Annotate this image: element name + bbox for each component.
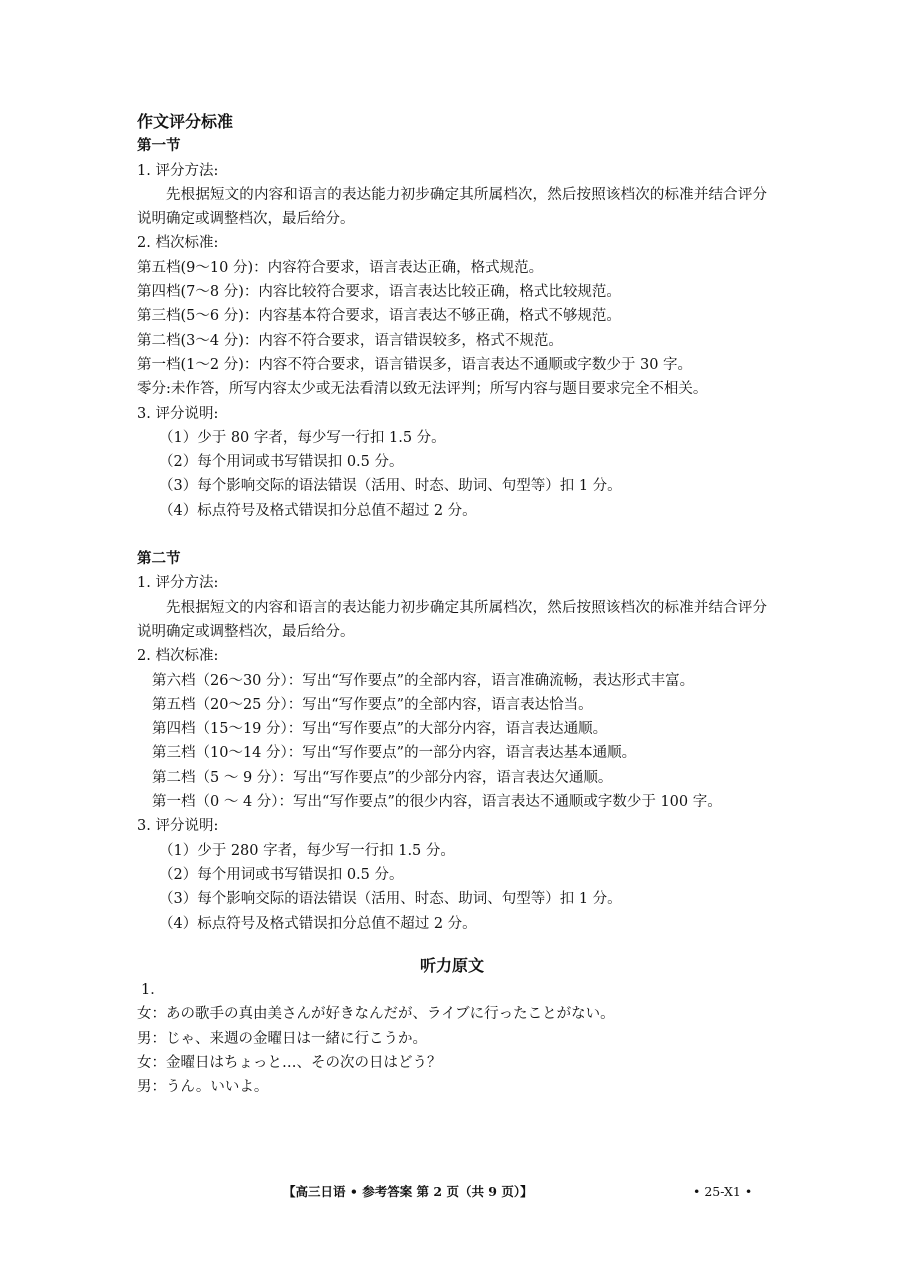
section-1-level-0: 零分:未作答，所写内容太少或无法看清以致无法评判；所写内容与题目要求完全不相关。	[137, 381, 708, 398]
section-1-method-text: 先根据短文的内容和语言的表达能力初步确定其所属档次，然后按照该档次的标准并结合评分说明确定或调整档次，最后给分。	[137, 186, 767, 228]
section-1-level-5: 第五档(9～10 分)：内容符合要求，语言表达正确，格式规范。	[137, 259, 544, 276]
section-1-method-label: 1. 评分方法:	[137, 162, 219, 179]
listening-item-number: 1．	[141, 982, 165, 999]
section-1-levels-label: 2. 档次标准:	[137, 235, 219, 252]
section-2-level-1: 第一档（0 ～ 4 分）：写出“写作要点”的很少内容，语言表达不通顺或字数少于 100 字。	[152, 794, 722, 811]
section-2-heading: 第二节	[137, 551, 181, 568]
section-2-note-2: （2）每个用词或书写错误扣 0.5 分。	[159, 866, 404, 883]
section-2-level-6: 第六档（26～30 分）：写出“写作要点”的全部内容，语言准确流畅，表达形式丰富。	[152, 672, 695, 689]
section-1-heading: 第一节	[137, 138, 181, 155]
section-2-note-3: （3）每个影响交际的语法错误（活用、时态、助词、句型等）扣 1 分。	[159, 891, 622, 908]
footer-code: • 25-X1 •	[693, 1184, 753, 1199]
listening-title: 听力原文	[419, 955, 484, 975]
section-1	[137, 134, 767, 523]
section-2-level-4: 第四档（15～19 分）：写出“写作要点”的大部分内容，语言表达通顺。	[152, 721, 608, 738]
section-1-level-4: 第四档(7～8 分)：内容比较符合要求，语言表达比较正确，格式比较规范。	[137, 284, 621, 301]
footer-page-info: 【高三日语 • 参考答案 第 2 页（共 9 页）】	[283, 1184, 533, 1199]
dialogue-line-2: 男：じゃ、来週の金曜日は一緒に行こうか。	[137, 1030, 427, 1047]
section-1-note-4: （4）标点符号及格式错误扣分总值不超过 2 分。	[159, 502, 477, 519]
document-body	[137, 110, 767, 1100]
section-gap	[137, 523, 767, 547]
section-1-level-1: 第一档(1～2 分)：内容不符合要求，语言错误多，语言表达不通顺或字数少于 30 字。	[137, 356, 693, 373]
section-2-level-5: 第五档（20～25 分）：写出“写作要点”的全部内容，语言表达恰当。	[152, 696, 593, 713]
section-2-method-text: 先根据短文的内容和语言的表达能力初步确定其所属档次，然后按照该档次的标准并结合评分说明确定或调整档次，最后给分。	[137, 599, 767, 640]
section-2-note-4: （4）标点符号及格式错误扣分总值不超过 2 分。	[159, 915, 477, 932]
dialogue-line-3: 女：金曜日はちょっと…、その次の日はどう？	[137, 1054, 442, 1071]
section-2-note-1: （1）少于 280 字者，每少写一行扣 1.5 分。	[159, 842, 455, 859]
section-2-level-2: 第二档（5 ～ 9 分）：写出“写作要点”的少部分内容，语言表达欠通顺。	[152, 769, 613, 786]
section-2-level-3: 第三档（10～14 分）：写出“写作要点”的一部分内容，语言表达基本通顺。	[152, 745, 637, 762]
dialogue-line-4: 男：うん。いいよ。	[137, 1079, 269, 1096]
dialogue-line-1: 女：あの歌手の真由美さんが好きなんだが、ライブに行ったことがない。	[137, 1006, 615, 1023]
section-1-level-3: 第三档(5～6 分)：内容基本符合要求，语言表达不够正确，格式不够规范。	[137, 308, 621, 325]
section-2-method-label: 1. 评分方法:	[137, 575, 219, 592]
section-1-level-2: 第二档(3～4 分)：内容不符合要求，语言错误较多，格式不规范。	[137, 332, 563, 349]
page-footer	[0, 1182, 900, 1202]
main-title: 作文评分标准	[137, 112, 234, 131]
section-2	[137, 547, 767, 936]
section-2-levels-label: 2. 档次标准:	[137, 648, 219, 665]
section-2-notes-label: 3. 评分说明:	[137, 818, 219, 835]
section-1-note-3: （3）每个影响交际的语法错误（活用、时态、助词、句型等）扣 1 分。	[159, 478, 622, 495]
section-1-note-1: （1）少于 80 字者，每少写一行扣 1.5 分。	[159, 429, 446, 446]
section-1-note-2: （2）每个用词或书写错误扣 0.5 分。	[159, 454, 404, 471]
section-1-notes-label: 3. 评分说明:	[137, 405, 219, 422]
listening-section	[137, 954, 767, 1100]
